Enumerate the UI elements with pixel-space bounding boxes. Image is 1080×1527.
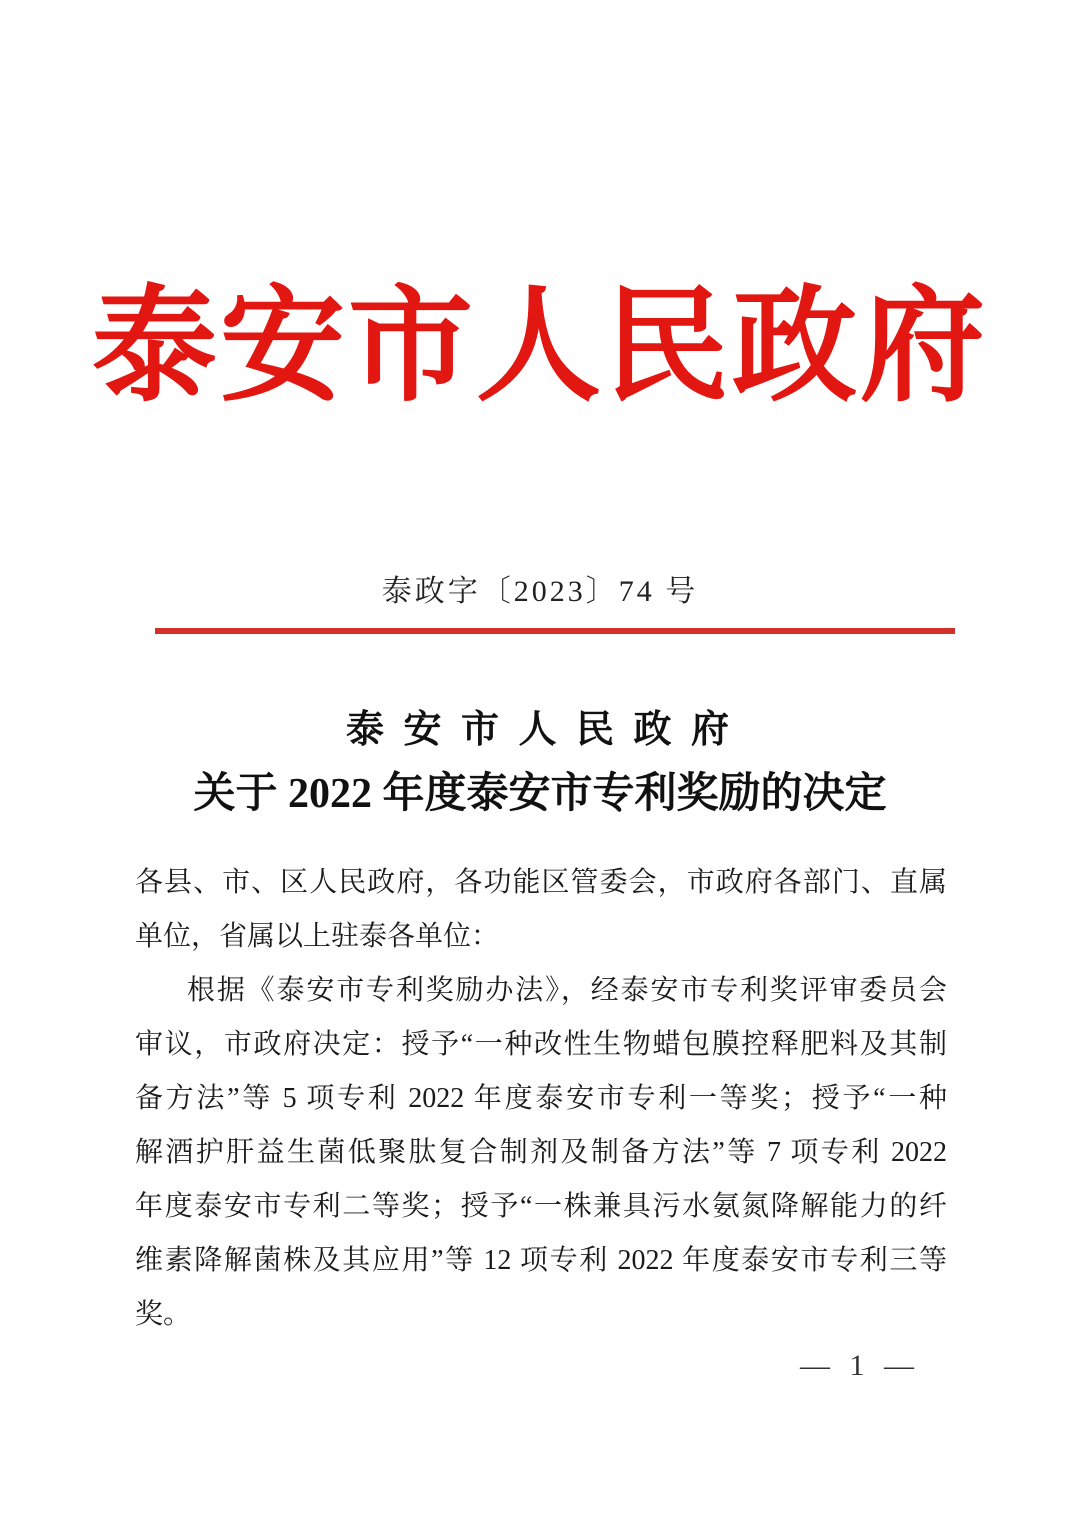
red-divider-rule bbox=[155, 628, 955, 634]
body-line: 维素降解菌株及其应用”等 12 项专利 2022 年度泰安市专利三等 bbox=[135, 1245, 947, 1276]
body-line: 奖。 bbox=[135, 1299, 192, 1330]
body-line: 审议，市政府决定：授予“一种改性生物蜡包膜控释肥料及其制 bbox=[135, 1029, 947, 1060]
document-body bbox=[135, 856, 947, 1342]
body-line: 解酒护肝益生菌低聚肽复合制剂及制备方法”等 7 项专利 2022 bbox=[135, 1137, 947, 1168]
issuer-red-header: 泰安市人民政府 bbox=[92, 279, 988, 417]
document-title-line1: 泰 安 市 人 民 政 府 bbox=[345, 709, 734, 751]
body-line: 年度泰安市专利二等奖；授予“一株兼具污水氨氮降解能力的纤 bbox=[135, 1191, 947, 1222]
document-number: 泰政字〔2023〕74 号 bbox=[381, 575, 699, 608]
page-number: — 1 — bbox=[800, 1349, 920, 1382]
body-line: 单位，省属以上驻泰各单位： bbox=[135, 921, 500, 952]
body-line: 备方法”等 5 项专利 2022 年度泰安市专利一等奖；授予“一种 bbox=[135, 1083, 947, 1114]
body-line: 根据《泰安市专利奖励办法》，经泰安市专利奖评审委员会 bbox=[187, 975, 947, 1006]
body-line: 各县、市、区人民政府，各功能区管委会，市政府各部门、直属 bbox=[135, 867, 947, 898]
document-title-line2: 关于 2022 年度泰安市专利奖励的决定 bbox=[193, 771, 887, 817]
